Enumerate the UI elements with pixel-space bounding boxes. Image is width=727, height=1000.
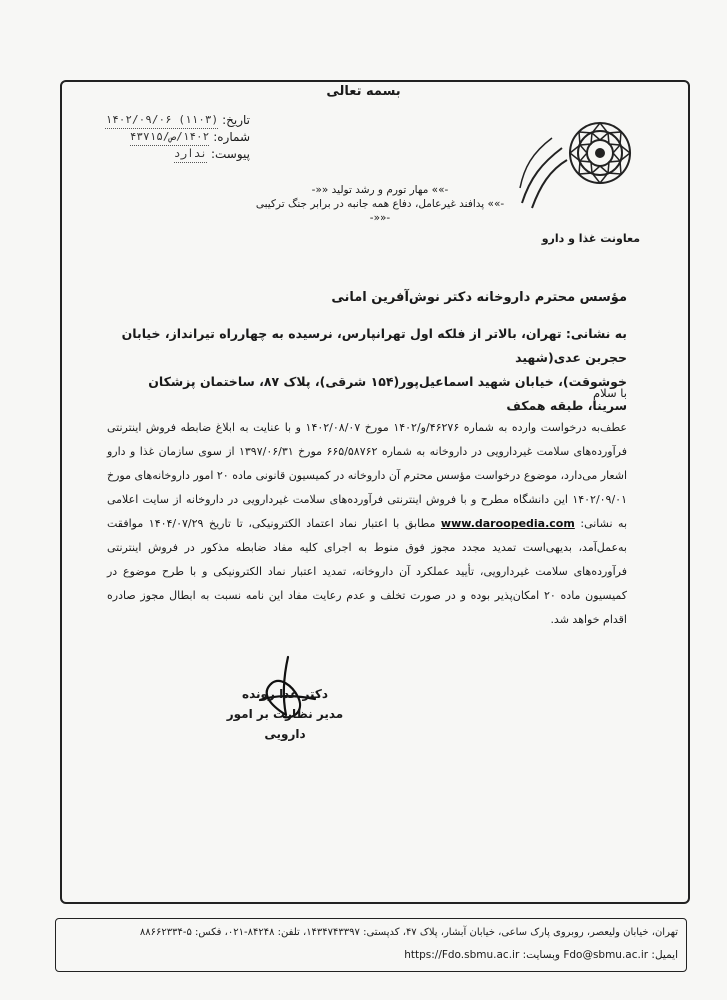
greeting: با سلام [593,386,627,400]
addressee-line: مؤسس محترم داروخانه دکتر نوش‌آفرین امانی [331,290,627,305]
address-block [107,322,627,418]
body-part-1: عطف‌به درخواست وارده به شماره ۴۶۲۷۶/و/۱۴۰۲ مورخ ۱۴۰۲/۰۸/۰۷ و با عنایت به ابلاغ ضابطه فروش اینترنتی فرآورده‌های سلامت غیردارویی در داروخانه به شماره ۶۶۵/۵۸۷۶۲ مورخ ۱۳۹۷/۰۶/۳۱ از سوی سازمان غذا و دارو اشعار می‌دارد، موضوع درخواست مؤسس محترم آن داروخانه در کمیسیون قانونی ماده ۲۰ امور داروخانه‌های مورخ ۱۴۰۲/۰۹/۰۱ این دانشگاه مطرح و با فروش اینترنتی فرآورده‌های سلامت غیردارویی در داروخانه از سایت اعلامی به نشانی: [107,421,628,530]
letter-body [107,416,627,632]
website-link[interactable]: www.daroopedia.com [440,517,575,530]
basmala-heading: بسمه تعالی [326,84,401,99]
email-link[interactable]: Fdo@sbmu.ac.ir [563,949,649,961]
website-label: وبسایت: [522,949,560,961]
attachment-row [70,146,250,163]
address-line-1: به نشانی: تهران، بالاتر از فلکه اول تهرانپارس، نرسیده به چهارراه تیرانداز، خیابان حجربن عدی(شهید [121,326,627,365]
body-part-2: مطابق با اعتبار نماد اعتماد الکترونیکی، تا تاریخ ۱۴۰۴/۰۷/۲۹ موافقت به‌عمل‌آمد، بدیهی‌است تمدید مجدد مجوز فوق منوط به اجرای کلیه مفاد ضابطه مذکور در فروش اینترنتی فرآورده‌های سلامت غیردارویی، تأیید عملکرد آن داروخانه، تمدید اعتبار نماد الکترونیکی و با طرح موضوع در کمیسیون ماده ۲۰ امکان‌پذیر بوده و در صورت تخلف و عدم رعایت مفاد این نامه نسبت به ابطال مجوز صادره اقدام خواهد شد. [107,517,627,626]
date-label: تاریخ: [222,113,250,127]
footer-address: تهران، خیابان ولیعصر، روبروی پارک ساعی، خیابان آبشار، پلاک ۴۷، کدپستی: ۱۴۳۴۷۴۳۳۹۷، تلفن: ۸۴۲۴۸-۰۲۱، فکس: ۵-۸۸۶۶۲۳۳۴ [139,927,678,938]
signer-name: دکتر غدا رونده [242,687,328,701]
attachment-value: ندارد [174,146,207,163]
footer-contact [63,947,678,963]
address-line-2: خوشوقت)، خیابان شهید اسماعیل‌پور(۱۵۴ شرقی)، پلاک ۸۷، ساختمان پزشکان سرینا، طبقه همکف [148,374,627,413]
attachment-label: پیوست: [210,147,250,161]
email-label: ایمیل: [651,949,678,961]
university-logo [512,108,642,218]
date-row [70,112,250,129]
date-value: (۱۱۰۳) ۱۴۰۲/۰۹/۰۶ [105,112,218,129]
slogan-line-2: -»» پدافند غیرعامل، دفاع همه جانبه در برابر جنگ ترکیبی [255,198,505,210]
slogan-line-1: -»» مهار تورم و رشد تولید ««- [311,184,449,196]
number-label: شماره: [213,130,250,144]
number-value: ۱۴۰۲/ص/۴۳۷۱۵ [130,129,210,146]
signer-title: مدیر نظارت بر امور دارویی [226,707,344,741]
footer-box [55,918,687,972]
footer-website-link[interactable]: https://Fdo.sbmu.ac.ir [404,949,520,961]
signer-block [210,684,360,744]
reference-block [70,112,250,163]
slogans-block [230,183,530,225]
deputy-office-label: معاونت غذا و دارو [541,232,640,245]
slogan-line-3: -««- [369,212,391,224]
number-row [70,129,250,146]
